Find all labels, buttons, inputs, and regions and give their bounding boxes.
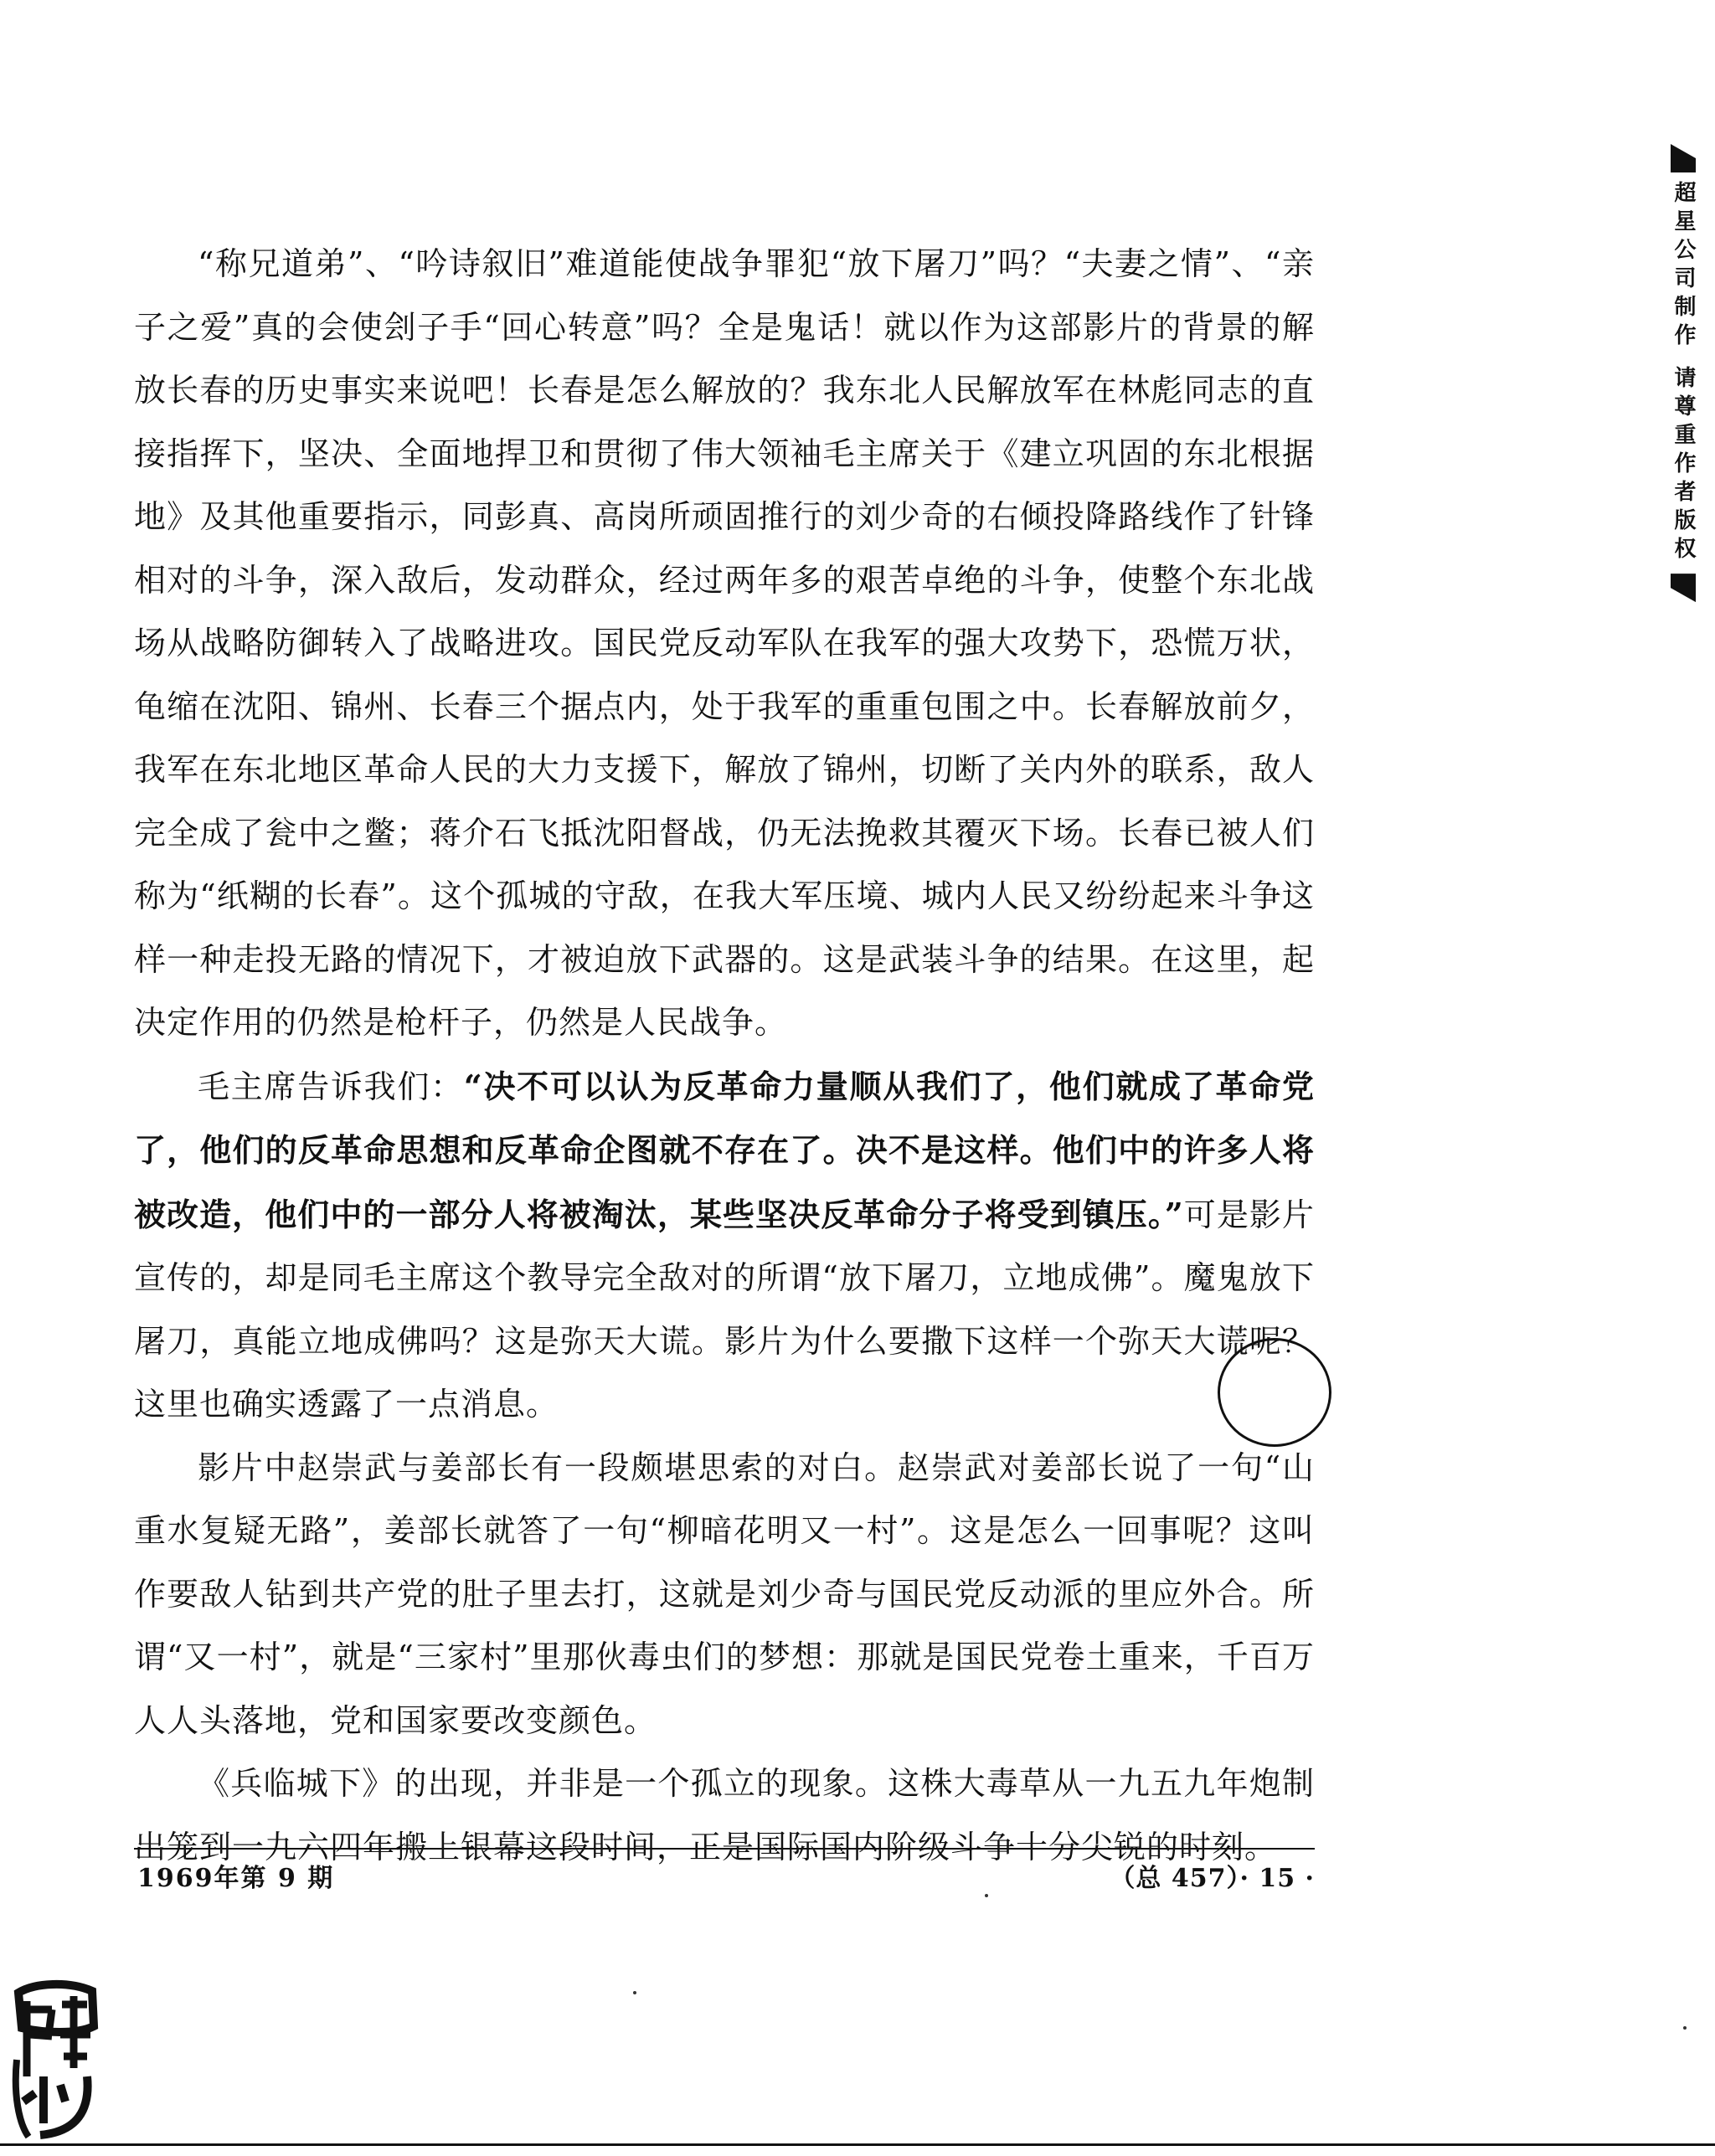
footer-page-number: （总 457）· 15 · (1110, 1864, 1315, 1893)
paragraph-2-rest: 可是影片宣传的，却是同毛主席这个教导完全敌对的所谓“放下屠刀，立地成佛”。魔鬼放下屠刀，真能立地成佛吗？这是弥天大谎。影片为什么要撒下这样一个弥天大谎呢？这里也确实透露了一点消息。 (134, 1196, 1315, 1423)
scan-bottom-edge (0, 2143, 1715, 2146)
footer-rule (134, 1848, 1315, 1850)
paragraph-3-text: 影片中赵崇武与姜部长有一段颇堪思索的对白。赵崇武对姜部长说了一句“山重水复疑无路”，姜部长就答了一句“柳暗花明又一村”。这是怎么一回事呢？这叫作要敌人钻到共产党的肚子里去打，这就是刘少奇与国民党反动派的里应外合。所谓“又一村”，就是“三家村”里那伙毒虫们的梦想：那就是国民党卷土重来，千百万人人头落地，党和国家要改变颜色。 (134, 1448, 1315, 1739)
notice-bar-bottom (1671, 574, 1696, 602)
paragraph-1 (134, 233, 1315, 1055)
scan-speck (985, 1894, 988, 1897)
footer-issue: 1969年第 9 期 (137, 1864, 335, 1893)
notice-bar-top (1671, 144, 1696, 172)
side-notice-text: 超星公司制作 请尊重作者版权 (1671, 181, 1696, 566)
seal-stamp-icon (10, 1976, 104, 2143)
article-body (134, 233, 1315, 1879)
scan-speck (633, 1991, 636, 1994)
paragraph-2 (134, 1055, 1315, 1437)
scan-speck (1683, 2026, 1687, 2030)
paragraph-2-quotation: “决不可以认为反革命力量顺从我们了，他们就成了革命党了，他们的反革命思想和反革命企图就不存在了。决不是这样。他们中的许多人将被改造，他们中的一部分人将被淘汰，某些坚决反革命分子将受到镇压。” (134, 1067, 1315, 1233)
paragraph-4-text: 《兵临城下》的出现，并非是一个孤立的现象。这株大毒草从一九五九年炮制出笼到一九六四年搬上银幕这段时间，正是国际国内阶级斗争十分尖锐的时刻。 (134, 1765, 1315, 1865)
paragraph-1-text: “称兄道弟”、“吟诗叙旧”难道能使战争罪犯“放下屠刀”吗？“夫妻之情”、“亲子之爱”真的会使刽子手“回心转意”吗？全是鬼话！就以作为这部影片的背景的解放长春的历史事实来说吧！长春是怎么解放的？我东北人民解放军在林彪同志的直接指挥下，坚决、全面地捍卫和贯彻了伟大领袖毛主席关于《建立巩固的东北根据地》及其他重要指示，同彭真、高岗所顽固推行的刘少奇的右倾投降路线作了针锋相对的斗争，深入敌后，发动群众，经过两年多的艰苦卓绝的斗争，使整个东北战场从战略防御转入了战略进攻。国民党反动军队在我军的强大攻势下，恐慌万状，龟缩在沈阳、锦州、长春三个据点内，处于我军的重重包围之中。长春解放前夕，我军在东北地区革命人民的大力支援下，解放了锦州，切断了关内外的联系，敌人完全成了瓮中之鳖；蒋介石飞抵沈阳督战，仍无法挽救其覆灭下场。长春已被人们称为“纸糊的长春”。这个孤城的守敌，在我大军压境、城内人民又纷纷起来斗争这样一种走投无路的情况下，才被迫放下武器的。这是武装斗争的结果。在这里，起决定作用的仍然是枪杆子，仍然是人民战争。 (134, 245, 1315, 1041)
handwritten-circle-mark (1218, 1338, 1331, 1447)
paragraph-2-intro: 毛主席告诉我们： (198, 1068, 464, 1105)
side-copyright-notice (1665, 144, 1702, 602)
paragraph-3 (134, 1437, 1315, 1753)
